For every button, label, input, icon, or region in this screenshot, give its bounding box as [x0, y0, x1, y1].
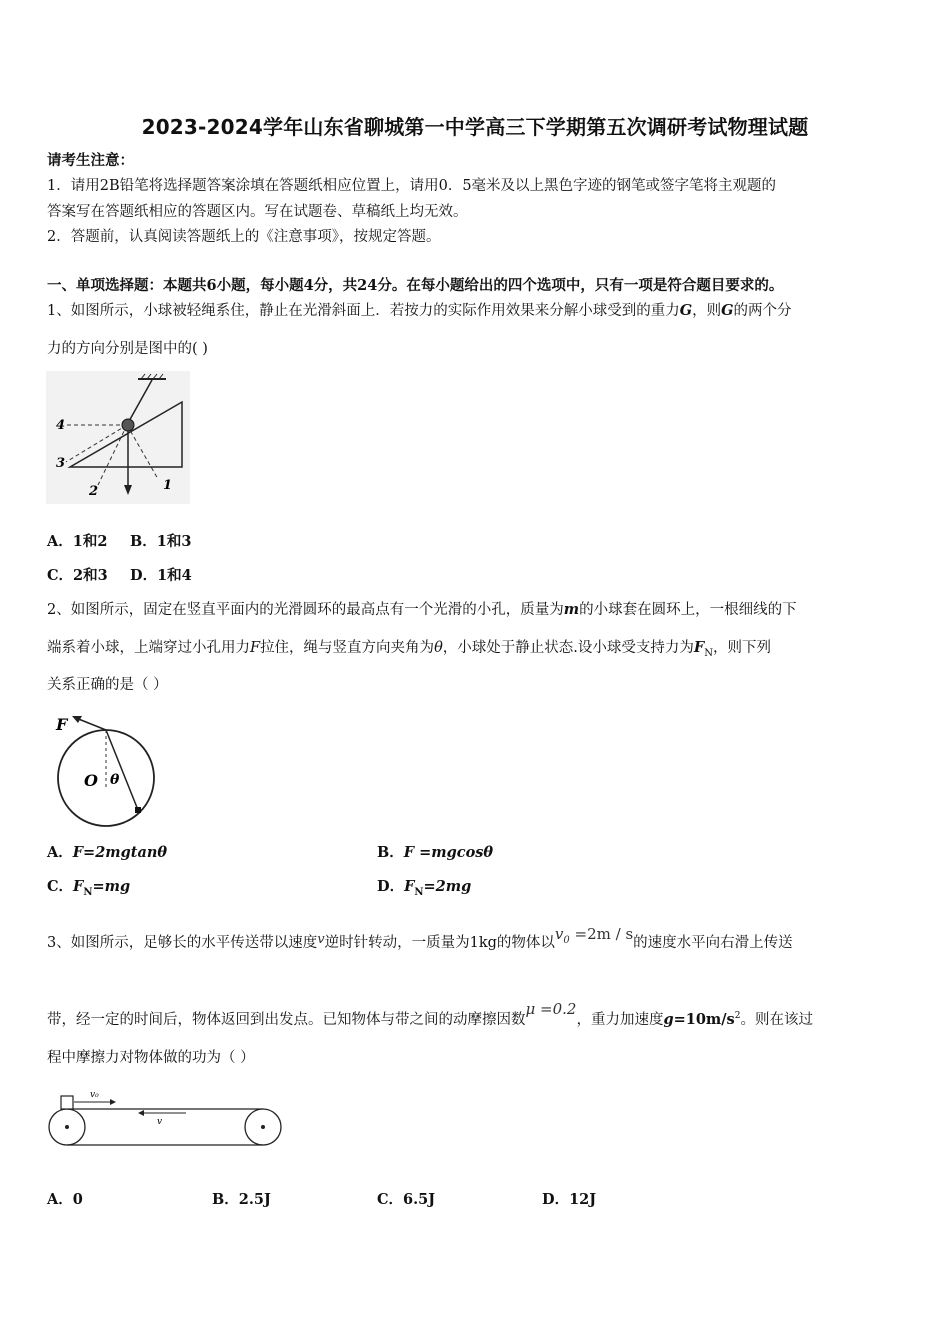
- notice-item-2: 2．答题前，认真阅读答题纸上的《注意事项》，按规定答题。: [47, 229, 441, 245]
- q2-figure: [50, 710, 160, 830]
- q1-figure-label-2: 2: [89, 484, 99, 499]
- q3-option-d[interactable]: D．12J: [542, 1191, 597, 1208]
- q2-option-b[interactable]: B．F =mgcosθ: [377, 844, 494, 861]
- q3-figure-label-v0: v₀: [90, 1090, 99, 1100]
- q3-stem-line1: 3、如图所示，足够长的水平传送带以速度v逆时针转动，一质量为1kg的物体以$v_0 =2m / s$的速度水平向右滑上传送: [47, 925, 793, 951]
- q1-figure-label-3: 3: [56, 456, 66, 471]
- q1-option-a[interactable]: A．1和2: [47, 533, 108, 550]
- q2-option-a[interactable]: A．F=2mgtanθ: [47, 844, 168, 861]
- q3-figure-label-v: v: [157, 1117, 163, 1127]
- q1-option-d[interactable]: D．1和4: [130, 567, 192, 584]
- q2-figure-label-theta: θ: [110, 772, 120, 788]
- q3-stem-line3: 程中摩擦力对物体做的功为（ ）: [47, 1050, 255, 1066]
- q3-figure: [44, 1088, 284, 1150]
- q3-option-a[interactable]: A．0: [47, 1191, 83, 1208]
- q1-stem-line2: 力的方向分别是图中的( ): [47, 341, 208, 357]
- q1-figure-label-4: 4: [56, 418, 66, 433]
- page-title: 2023-2024学年山东省聊城第一中学高三下学期第五次调研考试物理试题: [141, 115, 809, 139]
- q1-figure: [46, 371, 190, 504]
- q3-option-b[interactable]: B．2.5J: [212, 1191, 271, 1208]
- q2-stem-line3: 关系正确的是（ ）: [47, 677, 168, 693]
- q2-stem-line1: 2、如图所示，固定在竖直平面内的光滑圆环的最高点有一个光滑的小孔，质量为m的小球套在圆环上，一根细线的下: [47, 601, 797, 618]
- q3-stem-line2: 带，经一定的时间后，物体返回到出发点。已知物体与带之间的动摩擦因数μ =0.2，重力加速度$g=10m/s^2$。则在该过: [47, 1000, 813, 1028]
- q2-figure-label-f: F: [56, 715, 68, 734]
- q3-option-c[interactable]: C．6.5J: [377, 1191, 436, 1208]
- notice-item-1a: 1．请用2B铅笔将选择题答案涂填在答题纸相应位置上，请用0．5毫米及以上黑色字迹的钢笔或签字笔将主观题的: [47, 178, 777, 194]
- notice-item-1b: 答案写在答题纸相应的答题区内。写在试题卷、草稿纸上均无效。: [47, 204, 468, 220]
- q1-option-c[interactable]: C．2和3: [47, 567, 108, 584]
- q1-figure-label-1: 1: [163, 478, 173, 493]
- q1-option-b[interactable]: B．1和3: [130, 533, 192, 550]
- q2-figure-label-o: O: [84, 771, 98, 790]
- q2-option-c[interactable]: C．$F_N=mg$: [47, 878, 131, 898]
- q2-option-d[interactable]: D．$F_N=2mg$: [377, 878, 472, 898]
- notice-heading: 请考生注意：: [47, 152, 134, 169]
- q1-stem-line1: 1、如图所示，小球被轻绳系住，静止在光滑斜面上．若按力的实际作用效果来分解小球受到的重力G，则G的两个分: [47, 302, 792, 319]
- section-heading: 一、单项选择题：本题共6小题，每小题4分，共24分。在每小题给出的四个选项中，只有一项是符合题目要求的。: [47, 277, 784, 294]
- q2-stem-line2: 端系着小球，上端穿过小孔用力F拉住，绳与竖直方向夹角为θ，小球处于静止状态.设小球受支持力为$F_N$，则下列: [47, 639, 771, 659]
